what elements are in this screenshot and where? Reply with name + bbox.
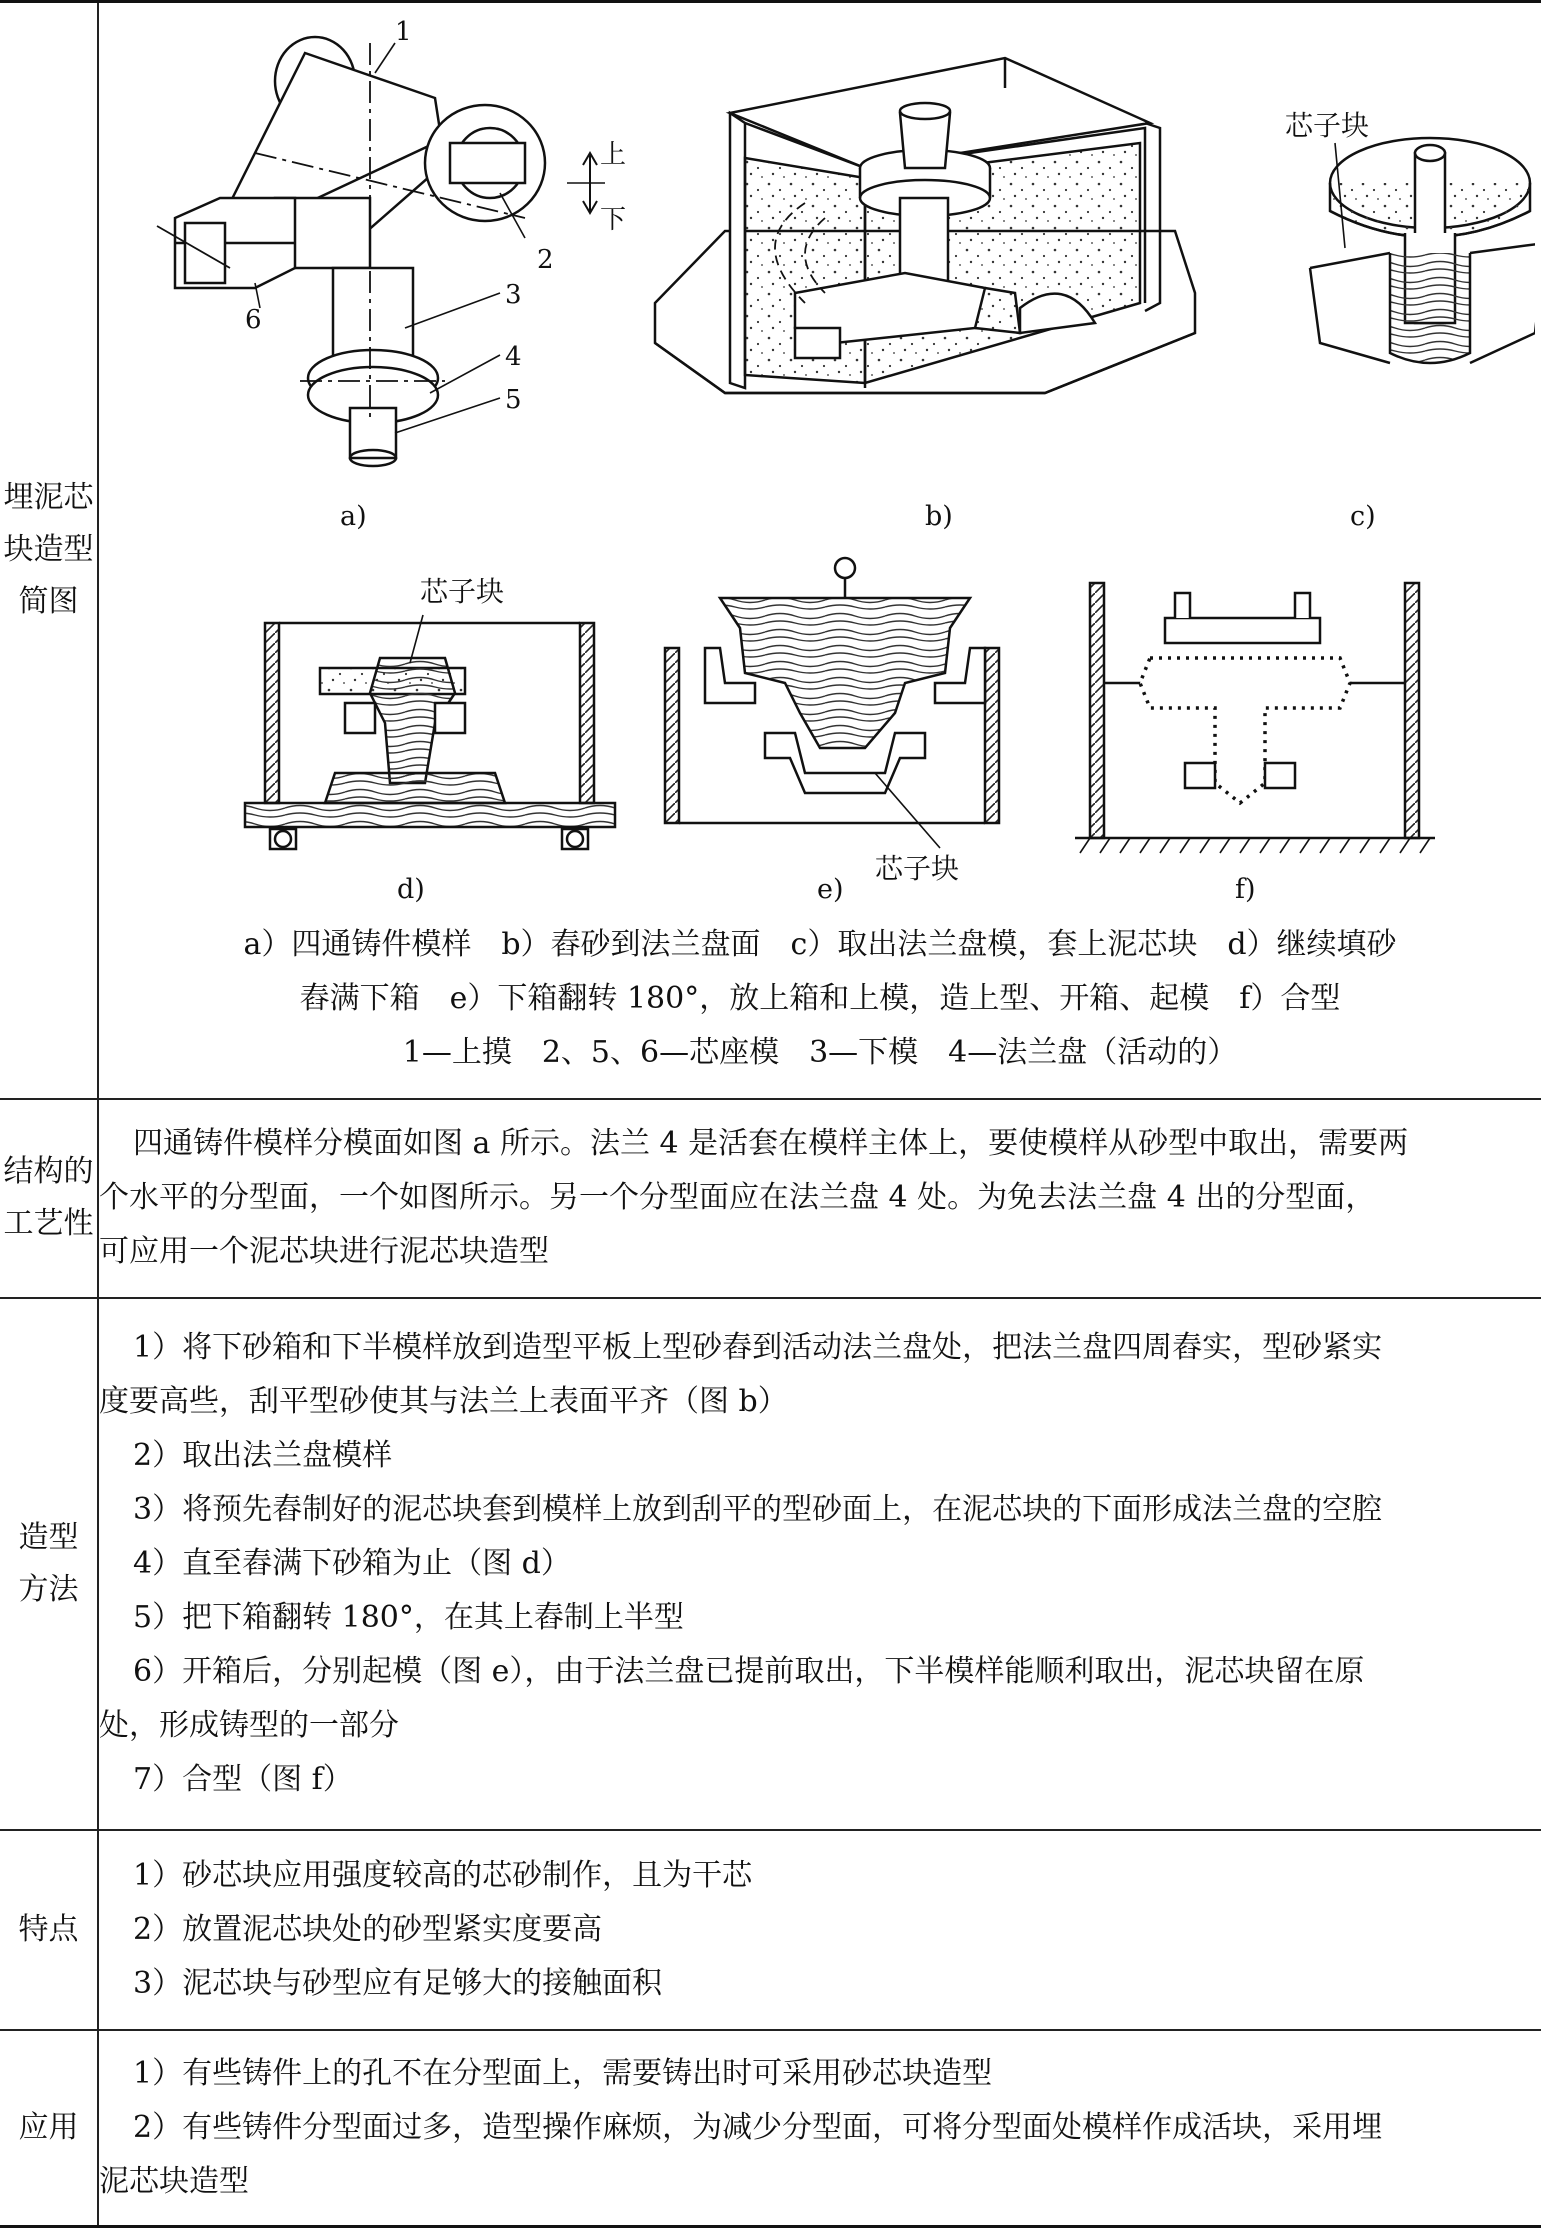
row-method	[0, 1298, 1541, 1830]
method-content	[98, 1298, 1541, 1830]
callout-2: 2	[537, 245, 554, 275]
method-step-6-cont: 处，形成铸型的一部分	[99, 1707, 399, 1743]
callout-core-e: 芯子块	[875, 852, 960, 885]
label-line: 特点	[18, 1911, 79, 1947]
figure-e-mold	[665, 558, 999, 848]
caption-line-3: 1—上摸 2、5、6—芯座模 3—下模 4—法兰盘（活动的）	[402, 1035, 1238, 1070]
diagram-cell	[98, 2, 1541, 1099]
row-diagram	[0, 2, 1541, 1099]
label-line: 应用	[18, 2109, 79, 2145]
method-step-1-cont: 度要高些，刮平型砂使其与法兰上表面平齐（图 b）	[99, 1383, 788, 1419]
row-label-application	[0, 2030, 98, 2227]
method-step-1: 1）将下砂箱和下半模样放到造型平板上型砂舂到活动法兰盘处，把法兰盘四周舂实，型砂紧实	[133, 1329, 1383, 1365]
fig-label-a: a)	[340, 501, 367, 532]
row-label-structure	[0, 1099, 98, 1298]
feature-item: 3）泥芯块与砂型应有足够大的接触面积	[133, 1965, 663, 2001]
fig-label-e: e)	[817, 874, 844, 905]
structure-content	[98, 1099, 1541, 1298]
callout-core-c: 芯子块	[1285, 109, 1370, 142]
fig-label-b: b)	[925, 501, 953, 532]
callout-6: 6	[245, 305, 262, 335]
callout-up: 上	[600, 140, 627, 170]
feature-item: 1）砂芯块应用强度较高的芯砂制作，且为干芯	[133, 1857, 753, 1893]
feature-item: 2）放置泥芯块处的砂型紧实度要高	[133, 1911, 603, 1947]
row-application	[0, 2030, 1541, 2227]
label-line: 结构的	[3, 1154, 94, 1189]
row-label-method	[0, 1298, 98, 1830]
application-item: 1）有些铸件上的孔不在分型面上，需要铸出时可采用砂芯块造型	[133, 2055, 993, 2091]
label-line: 方法	[18, 1571, 79, 1607]
features-content	[98, 1830, 1541, 2030]
callout-3: 3	[505, 280, 522, 310]
application-item-cont: 泥芯块造型	[99, 2163, 249, 2199]
figure-b-flask	[655, 58, 1195, 393]
method-step-6: 6）开箱后，分别起模（图 e），由于法兰盘已提前取出，下半模样能顺利取出，泥芯块留在原	[133, 1653, 1365, 1689]
application-item: 2）有些铸件分型面过多，造型操作麻烦，为减少分型面，可将分型面处模样作成活块，采用埋	[133, 2109, 1383, 2145]
callout-4: 4	[505, 342, 522, 372]
figure-f-mold	[1075, 583, 1435, 853]
row-features	[0, 1830, 1541, 2030]
callout-down: 下	[600, 205, 627, 235]
fig-label-d: d)	[397, 874, 425, 905]
figure-d-mold	[245, 615, 615, 849]
callout-5: 5	[505, 385, 522, 415]
structure-line: 四通铸件模样分模面如图 a 所示。法兰 4 是活套在模样主体上，要使模样从砂型中取出，需要两	[133, 1126, 1409, 1161]
label-line: 造型	[18, 1519, 79, 1555]
method-step-3: 3）将预先舂制好的泥芯块套到模样上放到刮平的型砂面上，在泥芯块的下面形成法兰盘的空腔	[133, 1491, 1383, 1527]
method-step-4: 4）直至舂满下砂箱为止（图 d）	[133, 1545, 571, 1581]
method-step-5: 5）把下箱翻转 180°，在其上舂制上半型	[133, 1599, 684, 1635]
method-step-7: 7）合型（图 f）	[133, 1761, 353, 1797]
method-step-2: 2）取出法兰盘模样	[133, 1437, 393, 1473]
caption-line-1: a）四通铸件模样 b）舂砂到法兰盘面 c）取出法兰盘模，套上泥芯块 d）继续填砂	[243, 927, 1397, 962]
figure-c-core	[1310, 138, 1535, 363]
callout-core-d: 芯子块	[420, 575, 505, 608]
fig-label-c: c)	[1350, 501, 1376, 532]
row-label-diagram	[0, 2, 98, 1099]
application-content	[98, 2030, 1541, 2227]
structure-line: 可应用一个泥芯块进行泥芯块造型	[99, 1234, 549, 1269]
label-line: 埋泥芯	[3, 480, 94, 516]
callout-1: 1	[395, 17, 412, 47]
row-structure	[0, 1099, 1541, 1298]
structure-line: 个水平的分型面，一个如图所示。另一个分型面应在法兰盘 4 处。为免去法兰盘 4 出的分型面，	[99, 1180, 1376, 1215]
caption-line-2: 舂满下箱 e）下箱翻转 180°，放上箱和上模，造上型、开箱、起模 f）合型	[299, 981, 1341, 1016]
figure-panel	[105, 3, 1535, 1095]
row-label-features	[0, 1830, 98, 2030]
fig-label-f: f)	[1235, 874, 1256, 905]
label-line: 工艺性	[3, 1206, 94, 1241]
label-line: 简图	[18, 584, 79, 620]
label-line: 块造型	[3, 532, 94, 568]
